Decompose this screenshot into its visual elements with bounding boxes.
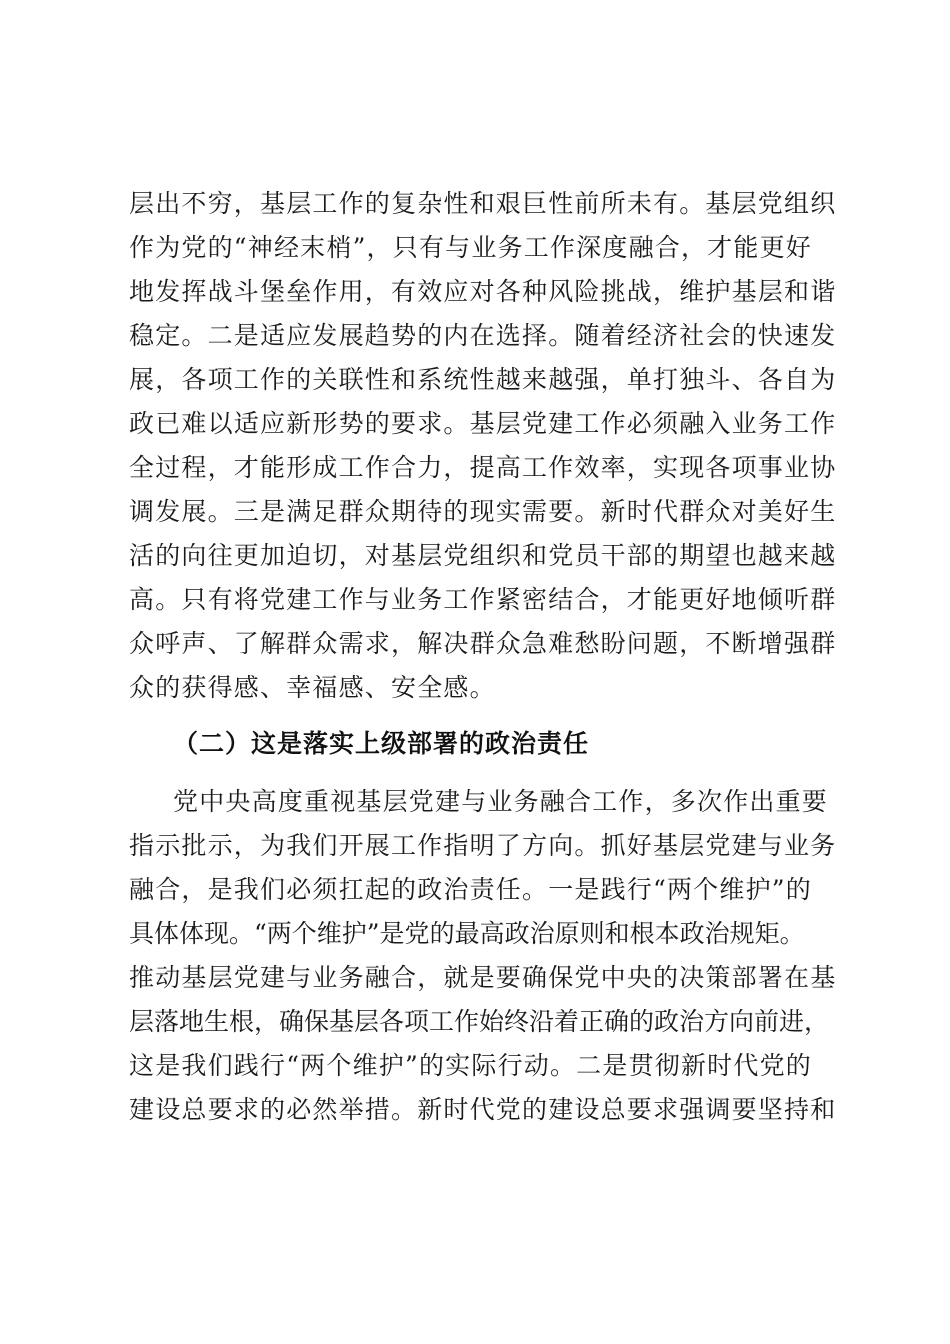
text-line: 指示批示，为我们开展工作指明了方向。抓好基层党建与业务 xyxy=(129,831,837,860)
text-line: 层出不穷，基层工作的复杂性和艰巨性前所未有。基层党组织 xyxy=(129,189,837,218)
text-line: 地发挥战斗堡垒作用，有效应对各种风险挑战，维护基层和谐 xyxy=(129,277,837,306)
text-line: 党中央高度重视基层党建与业务融合工作，多次作出重要 xyxy=(173,787,829,816)
text-line: 建设总要求的必然举措。新时代党的建设总要求强调要坚持和 xyxy=(129,1095,837,1124)
text-line: 高。只有将党建工作与业务工作紧密结合，才能更好地倾听群 xyxy=(129,585,837,614)
text-line: 融合，是我们必须扛起的政治责任。一是践行“两个维护”的 xyxy=(129,875,812,904)
paragraph-continued xyxy=(129,182,835,710)
text-line: 展，各项工作的关联性和系统性越来越强，单打独斗、各自为 xyxy=(129,365,837,394)
text-line: 活的向往更加迫切，对基层党组织和党员干部的期望也越来越 xyxy=(129,541,837,570)
text-line: 众呼声、了解群众需求，解决群众急难愁盼问题，不断增强群 xyxy=(129,629,837,658)
text-line: 稳定。二是适应发展趋势的内在选择。随着经济社会的快速发 xyxy=(129,321,837,350)
document-body xyxy=(129,182,835,1132)
text-line: 这是我们践行“两个维护”的实际行动。二是贯彻新时代党的 xyxy=(129,1051,812,1080)
text-line: 调发展。三是满足群众期待的现实需要。新时代群众对美好生 xyxy=(129,497,837,526)
text-line: 具体体现。“两个维护”是党的最高政治原则和根本政治规矩。 xyxy=(129,919,805,948)
text-line: 政已难以适应新形势的要求。基层党建工作必须融入业务工作 xyxy=(129,409,837,438)
text-line: 全过程，才能形成工作合力，提高工作效率，实现各项事业协 xyxy=(129,453,837,482)
text-line: 众的获得感、幸福感、安全感。 xyxy=(129,673,496,702)
text-line: 层落地生根，确保基层各项工作始终沿着正确的政治方向前进， xyxy=(129,1007,830,1036)
paragraph-political-responsibility xyxy=(129,780,835,1132)
text-line: 作为党的“神经末梢”，只有与业务工作深度融合，才能更好 xyxy=(129,233,812,262)
text-line: 推动基层党建与业务融合，就是要确保党中央的决策部署在基 xyxy=(129,963,837,992)
section-heading: （二）这是落实上级部署的政治责任 xyxy=(173,729,590,758)
